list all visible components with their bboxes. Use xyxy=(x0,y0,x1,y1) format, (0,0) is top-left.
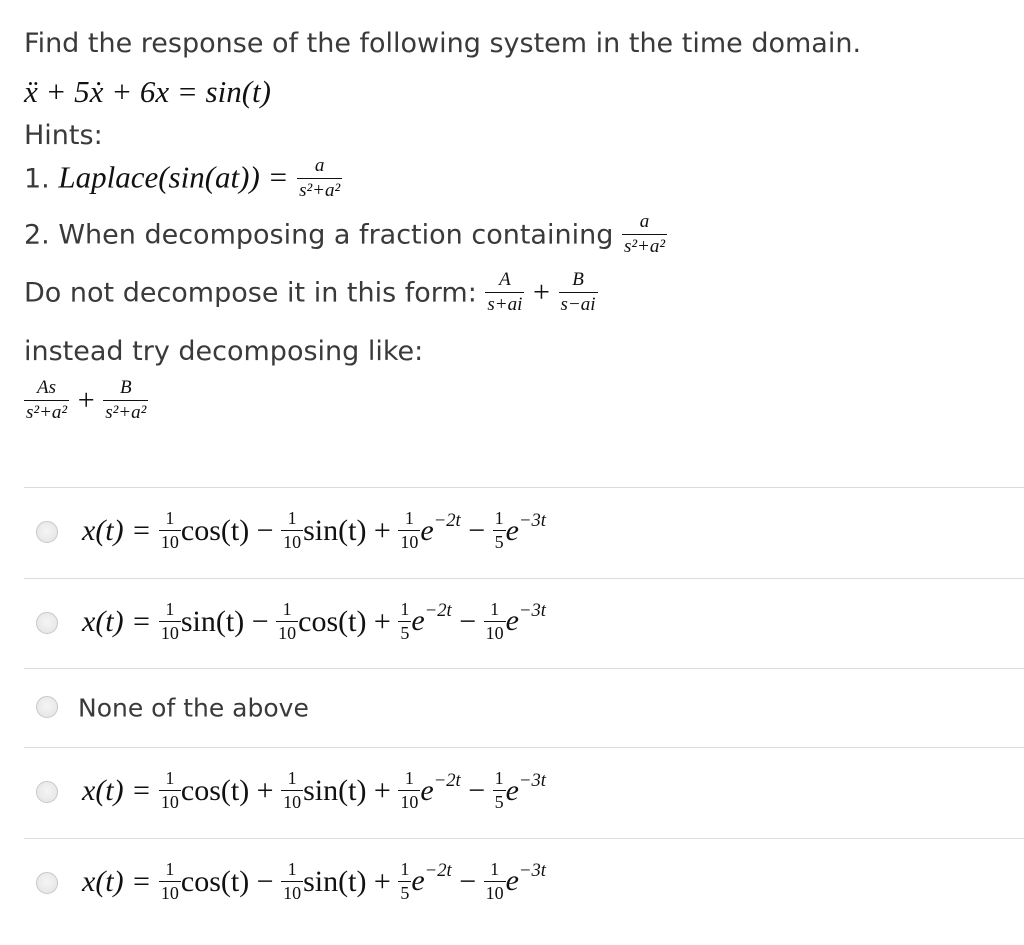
coefficient-3 xyxy=(398,509,420,551)
hints-label: Hints: xyxy=(24,120,103,151)
option-expression xyxy=(82,768,546,814)
coefficient-2 xyxy=(281,860,303,902)
answer-option[interactable] xyxy=(24,487,1024,578)
coefficient-1-numerator: 1 xyxy=(159,769,181,791)
term-3-exponent: −2t xyxy=(433,769,461,791)
coefficient-1 xyxy=(159,600,181,642)
hint-3-plus: + xyxy=(532,275,550,309)
answer-option[interactable] xyxy=(24,578,1024,668)
coefficient-1 xyxy=(159,769,181,811)
term-3: $e^{-2t}$ xyxy=(411,600,452,638)
coefficient-3-denominator: 10 xyxy=(400,792,419,812)
term-1: cos(t) + xyxy=(180,773,282,807)
coefficient-4-denominator: 5 xyxy=(494,792,504,812)
term-1: cos(t) − xyxy=(180,513,282,547)
hint-5-fraction-b-denominator: s²+a² xyxy=(105,402,147,423)
coefficient-1-numerator: 1 xyxy=(159,600,181,622)
hint-2 xyxy=(24,211,667,258)
hint-1-number: 1. xyxy=(24,163,50,195)
system-equation: ẍ + 5ẋ + 6x = sin(t) xyxy=(24,74,271,109)
hint-2-numerator: a xyxy=(622,212,667,235)
term-3-operator: − xyxy=(451,864,484,898)
question-prompt: Find the response of the following system in the time domain. xyxy=(24,28,862,59)
hint-5-plus: + xyxy=(77,383,95,417)
term-4-exponent: −3t xyxy=(518,600,546,622)
hint-1-lhs: Laplace(sin(at)) = xyxy=(58,159,289,195)
coefficient-4 xyxy=(484,860,506,902)
coefficient-4-numerator: 1 xyxy=(493,509,506,531)
coefficient-2 xyxy=(281,769,303,811)
coefficient-3 xyxy=(398,769,420,811)
coefficient-1-denominator: 10 xyxy=(160,882,179,903)
answer-option[interactable] xyxy=(24,838,1024,928)
term-3-exponent: −2t xyxy=(433,509,461,531)
coefficient-3-numerator: 1 xyxy=(398,600,411,622)
hint-5-fraction-a-denominator: s²+a² xyxy=(26,402,68,423)
coefficient-4-numerator: 1 xyxy=(493,769,506,791)
hint-5-fraction-b xyxy=(103,378,148,422)
hint-3 xyxy=(24,269,598,316)
coefficient-4-denominator: 10 xyxy=(485,882,504,903)
coefficient-3-denominator: 5 xyxy=(400,622,410,643)
option-lhs: x(t) = xyxy=(82,604,159,638)
coefficient-4-denominator: 5 xyxy=(494,532,504,552)
term-3: $e^{-2t}$ xyxy=(411,860,452,898)
coefficient-1-numerator: 1 xyxy=(159,509,181,531)
hint-1 xyxy=(24,155,342,202)
term-2: sin(t) + xyxy=(303,513,399,547)
radio-button[interactable] xyxy=(36,872,58,894)
hint-3-fraction-b-numerator: B xyxy=(559,270,598,293)
hint-3-fraction-b-denominator: s−ai xyxy=(560,294,596,315)
term-3: $e^{-2t}$ xyxy=(420,509,461,547)
term-3-operator: − xyxy=(460,513,493,547)
term-2: cos(t) + xyxy=(298,604,399,638)
coefficient-3-denominator: 10 xyxy=(400,532,419,552)
term-4: $e^{-3t}$ xyxy=(505,860,546,898)
coefficient-4 xyxy=(484,600,506,642)
term-3-exponent: −2t xyxy=(424,600,452,622)
coefficient-3-denominator: 5 xyxy=(400,882,410,903)
coefficient-3 xyxy=(398,600,411,642)
coefficient-1-denominator: 10 xyxy=(160,532,179,552)
hint-3-fraction-b xyxy=(559,270,598,314)
hint-5-fraction-a-numerator: As xyxy=(24,378,69,401)
radio-button[interactable] xyxy=(36,612,58,634)
coefficient-2-denominator: 10 xyxy=(283,792,302,812)
coefficient-2 xyxy=(276,600,298,642)
hint-1-fraction xyxy=(297,156,342,200)
answer-option[interactable] xyxy=(24,747,1024,838)
term-3-exponent: −2t xyxy=(424,860,452,882)
hint-2-text: 2. When decomposing a fraction containing xyxy=(24,219,614,251)
term-2: sin(t) + xyxy=(303,864,399,898)
hint-4: instead try decomposing like: xyxy=(24,336,424,367)
coefficient-2-numerator: 1 xyxy=(281,769,303,791)
coefficient-4-numerator: 1 xyxy=(484,860,506,882)
coefficient-2-denominator: 10 xyxy=(283,882,302,903)
hint-3-fraction-a xyxy=(485,270,524,314)
hint-3-fraction-a-denominator: s+ai xyxy=(487,294,523,315)
coefficient-1-denominator: 10 xyxy=(160,622,179,643)
coefficient-2 xyxy=(281,509,303,551)
option-lhs: x(t) = xyxy=(82,864,159,898)
hint-5-fraction-a xyxy=(24,378,69,422)
term-1: sin(t) − xyxy=(180,604,277,638)
option-expression xyxy=(82,598,546,645)
coefficient-1 xyxy=(159,509,181,551)
coefficient-2-numerator: 1 xyxy=(281,509,303,531)
radio-button[interactable] xyxy=(36,696,58,718)
coefficient-1-numerator: 1 xyxy=(159,860,181,882)
hint-2-fraction xyxy=(622,212,667,256)
option-expression xyxy=(82,858,546,905)
hint-2-denominator: s²+a² xyxy=(623,236,666,257)
term-4-exponent: −3t xyxy=(518,509,546,531)
coefficient-2-denominator: 10 xyxy=(278,622,297,643)
term-4-exponent: −3t xyxy=(518,769,546,791)
term-4-exponent: −3t xyxy=(518,860,546,882)
coefficient-2-numerator: 1 xyxy=(276,600,298,622)
option-label: None of the above xyxy=(78,693,309,723)
term-4: $e^{-3t}$ xyxy=(505,509,546,547)
term-3: $e^{-2t}$ xyxy=(420,769,461,807)
coefficient-3-numerator: 1 xyxy=(398,509,420,531)
option-expression xyxy=(82,508,546,554)
hint-5 xyxy=(24,377,148,424)
coefficient-4-numerator: 1 xyxy=(484,600,506,622)
radio-button[interactable] xyxy=(36,521,58,543)
term-3-operator: − xyxy=(451,604,484,638)
hint-1-denominator: s²+a² xyxy=(299,180,341,201)
term-1: cos(t) − xyxy=(180,864,282,898)
coefficient-3-numerator: 1 xyxy=(398,860,411,882)
coefficient-1 xyxy=(159,860,181,902)
hint-3-text: Do not decompose it in this form: xyxy=(24,277,477,309)
coefficient-3-numerator: 1 xyxy=(398,769,420,791)
coefficient-4-denominator: 10 xyxy=(485,622,504,643)
option-lhs: x(t) = xyxy=(82,513,159,547)
radio-button[interactable] xyxy=(36,781,58,803)
hint-1-numerator: a xyxy=(297,156,342,179)
hint-5-fraction-b-numerator: B xyxy=(103,378,148,401)
term-2: sin(t) + xyxy=(303,773,399,807)
answer-option[interactable] xyxy=(24,668,1024,747)
term-3-operator: − xyxy=(460,773,493,807)
hint-3-fraction-a-numerator: A xyxy=(485,270,524,293)
option-lhs: x(t) = xyxy=(82,773,159,807)
coefficient-2-numerator: 1 xyxy=(281,860,303,882)
coefficient-1-denominator: 10 xyxy=(160,792,179,812)
coefficient-4 xyxy=(493,769,506,811)
term-4: $e^{-3t}$ xyxy=(505,769,546,807)
coefficient-2-denominator: 10 xyxy=(283,532,302,552)
coefficient-4 xyxy=(493,509,506,551)
coefficient-3 xyxy=(398,860,411,902)
term-4: $e^{-3t}$ xyxy=(505,600,546,638)
